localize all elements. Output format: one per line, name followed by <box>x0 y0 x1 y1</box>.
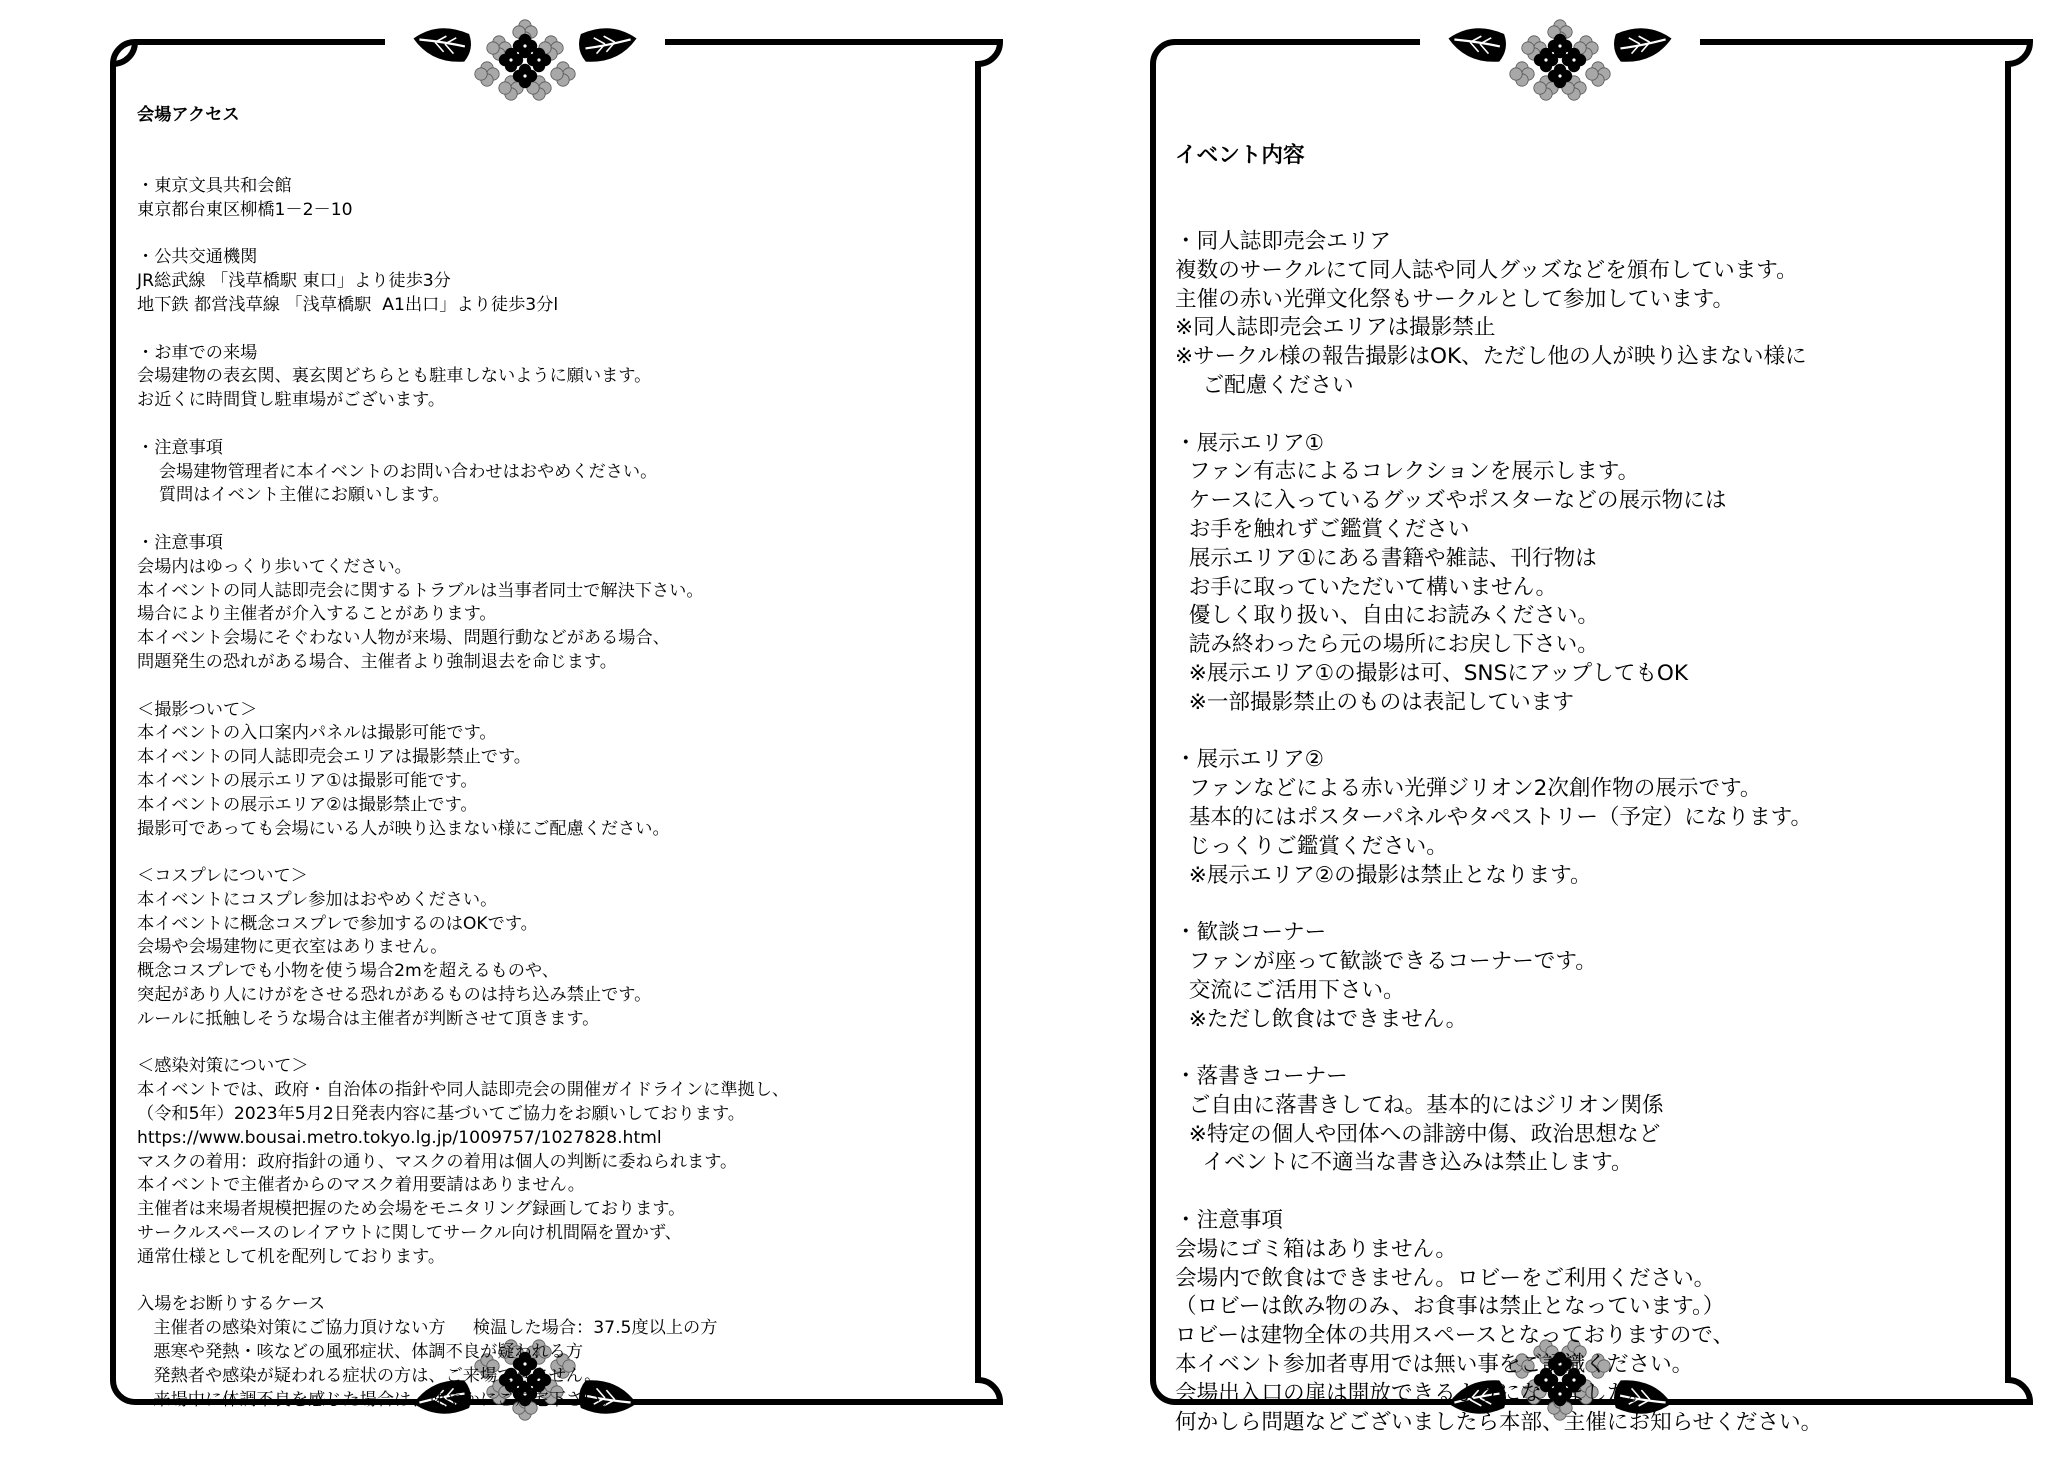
text-line: マスクの着用：政府指針の通り、マスクの着用は個人の判断に委ねられます。 <box>137 1151 738 1172</box>
text-line: 会場にゴミ箱はありません。 <box>1175 1236 1458 1262</box>
text-line: 概念コスプレでも小物を使う場合2mを超えるものや、 <box>137 961 559 982</box>
text-line: 本イベントにコスプレ参加はおやめください。 <box>137 889 498 910</box>
text-line <box>1175 890 1822 919</box>
text-line: 会場内はゆっくり歩いてください。 <box>137 556 412 577</box>
text-line: 複数のサークルにて同人誌や同人グッズなどを頒布しています。 <box>1175 257 1798 283</box>
text-line: ※一部撮影禁止のものは表記しています <box>1175 689 1574 715</box>
text-line: 地下鉄 都営浅草線 「浅草橋駅 A1出口」より徒歩3分l <box>137 294 559 315</box>
text-line: 問題発生の恐れがある場合、主催者より強制退去を命じます。 <box>137 651 617 672</box>
text-line: 本イベントの同人誌即売会エリアは撮影禁止です。 <box>137 747 531 768</box>
text-line: 本イベントでは、政府・自治体の指針や同人誌即売会の開催ガイドラインに準拠し、 <box>137 1080 790 1101</box>
text-line: 本イベントの同人誌即売会に関するトラブルは当事者同士で解決下さい。 <box>137 580 704 601</box>
text-line <box>137 508 789 532</box>
text-line: 本イベントの展示エリア②は撮影禁止です。 <box>137 794 478 815</box>
text-line <box>137 1270 789 1294</box>
text-line: 会場建物の表玄関、裏玄関どちらとも駐車しないように願います。 <box>137 366 652 387</box>
text-line: ※サークル様の報告撮影はOK、ただし他の人が映り込まない様に <box>1175 344 1807 370</box>
text-line <box>1175 401 1822 430</box>
text-line: 東京都台東区柳橋1－2－10 <box>137 199 353 220</box>
text-line: 本イベント参加者専用では無い事をご認識ください。 <box>1175 1352 1694 1378</box>
text-line <box>137 675 789 699</box>
text-line: 発熱者や感染が疑われる症状の方は、ご来場できません。 <box>137 1365 602 1386</box>
text-line: 交流にご活用下さい。 <box>1175 977 1405 1003</box>
text-line: ・注意事項 <box>137 437 223 458</box>
text-line: 通常仕様として机を配列しております。 <box>137 1246 446 1267</box>
text-line: ・落書きコーナー <box>1175 1064 1348 1090</box>
text-line: ※ただし飲食はできません。 <box>1175 1006 1468 1032</box>
text-line: ファン有志によるコレクションを展示します。 <box>1175 459 1640 485</box>
text-line <box>137 318 789 342</box>
text-line: ※展示エリア①の撮影は可、SNSにアップしてもOK <box>1175 660 1689 686</box>
text-line[interactable]: https://www.bousai.metro.tokyo.lg.jp/1009757/1027828.html <box>137 1127 662 1148</box>
text-line: ※同人誌即売会エリアは撮影禁止 <box>1175 315 1496 341</box>
right-page-title: イベント内容 <box>1175 142 1305 168</box>
text-line: 場合により主催者が介入することがあります。 <box>137 604 497 625</box>
text-line: （令和5年）2023年5月2日発表内容に基づいてご協力をお願いしております。 <box>137 1104 745 1125</box>
text-line: ※特定の個人や団体への誹謗中傷、政治思想など <box>1175 1121 1661 1147</box>
text-line: 優しく取り扱い、自由にお読みください。 <box>1175 603 1600 629</box>
text-line: お手を触れずご鑑賞ください <box>1175 516 1470 542</box>
text-line: 主催の赤い光弾文化祭もサークルとして参加しています。 <box>1175 286 1735 312</box>
text-line: 展示エリア①にある書籍や雑誌、刊行物は <box>1175 545 1597 571</box>
text-line: ・注意事項 <box>137 532 223 553</box>
text-line: ＜撮影ついて＞ <box>137 699 258 720</box>
left-page-lines <box>137 175 789 1412</box>
text-line: 撮影可であっても会場にいる人が映り込まない様にご配慮ください。 <box>137 818 670 839</box>
text-line <box>1175 718 1822 747</box>
text-line: イベントに不適当な書き込みは禁止します。 <box>1175 1150 1633 1176</box>
text-line: JR総武線 「浅草橋駅 東口」より徒歩3分 <box>137 271 451 292</box>
text-line: ※展示エリア②の撮影は禁止となります。 <box>1175 862 1592 888</box>
text-line: ・同人誌即売会エリア <box>1175 228 1391 254</box>
text-line: 基本的にはポスターパネルやタペストリー（予定）になります。 <box>1175 804 1813 830</box>
text-line <box>1175 1178 1822 1207</box>
text-line: お手に取っていただいて構いません。 <box>1175 574 1558 600</box>
text-line: ご自由に落書きしてね。基本的にはジリオン関係 <box>1175 1092 1664 1118</box>
text-line: ロビーは建物全体の共用スペースとなっておりますので、 <box>1175 1323 1735 1349</box>
text-line: ファンが座って歓談できるコーナーです。 <box>1175 948 1597 974</box>
text-line: ・東京文具共和会館 <box>137 175 292 196</box>
left-page-content <box>137 56 789 1436</box>
text-line <box>137 841 789 865</box>
text-line: 何かしら問題などございましたら本部、主催にお知らせください。 <box>1175 1409 1823 1435</box>
right-page-lines <box>1175 228 1822 1437</box>
right-page-content <box>1175 84 1822 1466</box>
text-line: サークルスペースのレイアウトに関してサークル向け机間隔を置かず、 <box>137 1223 682 1244</box>
text-line: 来場中に体調不良を感じた場合は、速やかにご帰宅下さい。 <box>137 1389 618 1410</box>
text-line: （ロビーは飲み物のみ、お食事は禁止となっています。） <box>1175 1294 1725 1320</box>
text-line: ・公共交通機関 <box>137 247 258 268</box>
text-line: 会場や会場建物に更衣室はありません。 <box>137 937 448 958</box>
text-line: 主催者の感染対策にご協力頂けない方 検温した場合：37.5度以上の方 <box>137 1318 718 1339</box>
text-line: 会場内で飲食はできません。ロビーをご利用ください。 <box>1175 1265 1716 1291</box>
text-line <box>137 413 789 437</box>
text-line: ファンなどによる赤い光弾ジリオン2次創作物の展示です。 <box>1175 776 1762 802</box>
text-line: 読み終わったら元の場所にお戻し下さい。 <box>1175 632 1599 658</box>
text-line: 本イベントで主催者からのマスク着用要請はありません。 <box>137 1175 585 1196</box>
text-line: 本イベント会場にそぐわない人物が来場、問題行動などがある場合、 <box>137 628 670 649</box>
text-line: ＜感染対策について＞ <box>137 1056 309 1077</box>
text-line: 突起があり人にけがをさせる恐れがあるものは持ち込み禁止です。 <box>137 985 652 1006</box>
text-line: 本イベントの入口案内パネルは撮影可能です。 <box>137 723 497 744</box>
text-line: 主催者は来場者規模把握のため会場をモニタリング録画しております。 <box>137 1199 686 1220</box>
text-line: ・展示エリア② <box>1175 747 1324 773</box>
text-line: じっくりご鑑賞ください。 <box>1175 833 1448 859</box>
text-line: ＜コスプレについて＞ <box>137 866 308 887</box>
text-line <box>137 223 789 247</box>
text-line: ルールに抵触しそうな場合は主催者が判断させて頂きます。 <box>137 1008 600 1029</box>
text-line: ・展示エリア① <box>1175 430 1324 456</box>
text-line: 本イベントに概念コスプレで参加するのはOKです。 <box>137 913 538 934</box>
text-line: 本イベントの展示エリア①は撮影可能です。 <box>137 770 478 791</box>
text-line: ・お車での来場 <box>137 342 258 363</box>
text-line: 悪寒や発熱・咳などの風邪症状、体調不良が疑われる方 <box>137 1342 584 1363</box>
text-line <box>137 1032 789 1056</box>
text-line: ケースに入っているグッズやポスターなどの展示物には <box>1175 488 1727 514</box>
text-line <box>1175 1034 1822 1063</box>
text-line: 入場をお断りするケース <box>137 1294 326 1315</box>
left-page-title: 会場アクセス <box>137 104 240 125</box>
text-line: ・歓談コーナー <box>1175 920 1327 946</box>
text-line: お近くに時間貸し駐車場がございます。 <box>137 390 446 411</box>
text-line: 質問はイベント主催にお願いします。 <box>137 485 450 506</box>
text-line: ・注意事項 <box>1175 1208 1283 1234</box>
text-line: 会場建物管理者に本イベントのお問い合わせはおやめください。 <box>137 461 658 482</box>
text-line: ご配慮ください <box>1175 372 1354 398</box>
text-line: 会場出入口の扉は開放できるようになりました。 <box>1175 1380 1651 1406</box>
